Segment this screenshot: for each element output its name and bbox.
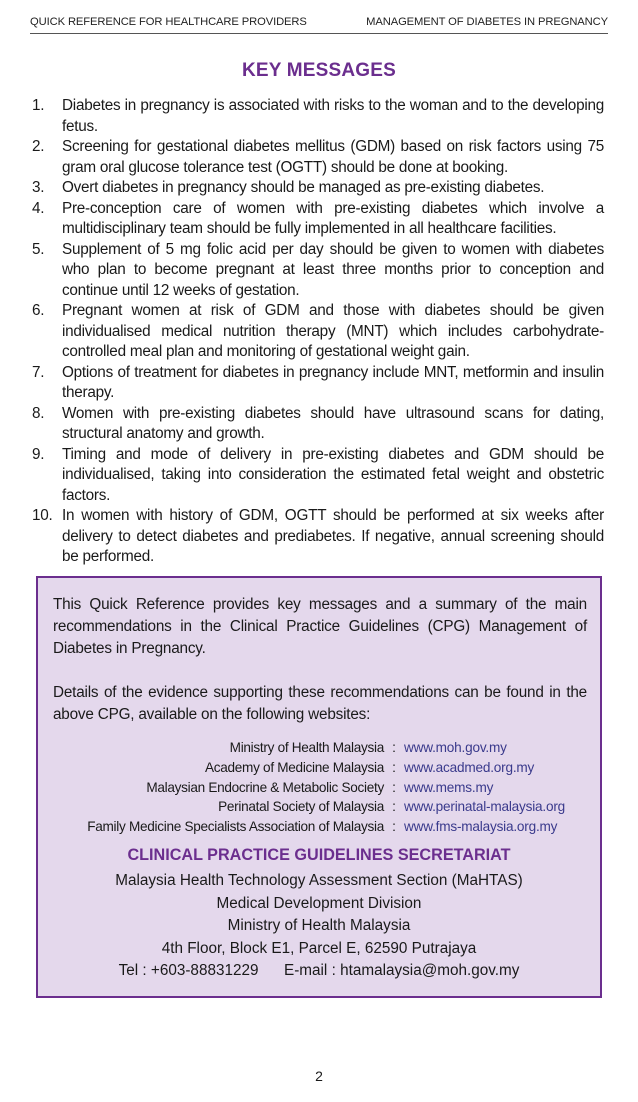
item-text: Pregnant women at risk of GDM and those with diabetes should be given individualised medical nutrition therapy (MNT) which includes carbohydrate-controlled meal plan and monitoring of gestational weight gain. [62, 302, 604, 360]
page-number: 2 [315, 1068, 323, 1084]
website-colon: : [392, 819, 396, 835]
item-text: Screening for gestational diabetes mellitus (GDM) based on risk factors using 75 gram oral glucose tolerance test (OGTT) should be done at booking. [62, 138, 604, 176]
list-item [32, 137, 604, 178]
website-link[interactable]: www.moh.gov.my [404, 740, 507, 755]
item-number: 2. [32, 138, 45, 155]
website-org: Family Medicine Specialists Association of Malaysia [87, 819, 384, 835]
list-item [32, 506, 604, 568]
header-right: MANAGEMENT OF DIABETES IN PREGNANCY [366, 16, 608, 28]
header-left: QUICK REFERENCE FOR HEALTHCARE PROVIDERS [30, 16, 307, 28]
address-line: Medical Development Division [216, 894, 422, 912]
item-text: Women with pre-existing diabetes should have ultrasound scans for dating, structural anatomy and growth. [62, 404, 604, 442]
secretariat-address [38, 870, 600, 983]
item-number: 1. [32, 97, 45, 114]
intro-text [53, 594, 587, 748]
item-number: 7. [32, 363, 45, 381]
intro-paragraph-1: This Quick Reference provides key messages and a summary of the main recommendations in the Clinical Practice Guidelines (CPG) Management of Diabetes in Pregnancy. [53, 596, 587, 657]
item-number: 9. [32, 445, 45, 463]
item-number: 8. [32, 404, 45, 422]
website-row [38, 758, 600, 778]
website-row [38, 817, 600, 837]
website-org: Malaysian Endocrine & Metabolic Society [146, 779, 384, 795]
address-line: Malaysia Health Technology Assessment Section (MaHTAS) [115, 872, 523, 889]
website-colon: : [392, 740, 396, 755]
item-number: 5. [32, 240, 45, 258]
website-colon: : [392, 779, 396, 795]
item-number: 4. [32, 199, 45, 217]
website-link[interactable]: www.mems.my [404, 779, 494, 795]
address-line: Ministry of Health Malaysia [227, 917, 411, 934]
list-item [32, 404, 604, 445]
item-text: Diabetes in pregnancy is associated with risks to the woman and to the developing fetus. [62, 97, 604, 135]
item-number: 6. [32, 302, 45, 319]
address-line: 4th Floor, Block E1, Parcel E, 62590 Putrajaya [161, 939, 477, 957]
intro-paragraph-2: Details of the evidence supporting these recommendations can be found in the above CPG, available on the following websites: [53, 684, 587, 723]
website-org: Perinatal Society of Malaysia [218, 799, 384, 815]
item-text: Supplement of 5 mg folic acid per day should be given to women with diabetes who plan to become pregnant at least three months prior to conception and continue until 12 weeks of gestation. [62, 240, 604, 299]
contact-line: Tel : +603-88831229 E-mail : htamalaysia@moh.gov.my [118, 962, 520, 979]
reference-info-box [36, 576, 602, 998]
list-item [32, 363, 604, 404]
website-link[interactable]: www.acadmed.org.my [404, 759, 535, 775]
item-text: Pre-conception care of women with pre-existing diabetes which involve a multidisciplinary team should be fully implemented in all healthcare facilities. [62, 199, 604, 237]
list-item [32, 301, 604, 363]
item-number: 3. [32, 179, 45, 196]
key-messages-list [32, 96, 604, 568]
website-link[interactable]: www.fms-malaysia.org.my [404, 819, 558, 835]
item-text: Timing and mode of delivery in pre-existing diabetes and GDM should be individualised, taking into consideration the estimated fetal weight and obstetric factors. [62, 445, 604, 504]
list-item [32, 445, 604, 507]
website-org: Academy of Medicine Malaysia [205, 759, 384, 775]
website-colon: : [392, 759, 396, 775]
item-text: In women with history of GDM, OGTT should be performed at six weeks after delivery to detect diabetes and prediabetes. If negative, annual screening should be performed. [62, 507, 604, 565]
list-item [32, 96, 604, 137]
websites-list [38, 738, 600, 837]
website-row [38, 738, 600, 758]
item-text: Options of treatment for diabetes in pregnancy include MNT, metformin and insulin therapy. [62, 363, 604, 401]
page-title: KEY MESSAGES [241, 60, 397, 81]
list-item [32, 178, 604, 199]
website-link[interactable]: www.perinatal-malaysia.org [404, 799, 566, 815]
website-org: Ministry of Health Malaysia [229, 740, 384, 755]
item-text: Overt diabetes in pregnancy should be managed as pre-existing diabetes. [62, 179, 545, 196]
list-item [32, 199, 604, 240]
page-header [30, 16, 608, 34]
website-row [38, 778, 600, 798]
item-number: 10. [32, 507, 53, 524]
secretariat-title: CLINICAL PRACTICE GUIDELINES SECRETARIAT [127, 846, 511, 864]
website-row [38, 797, 600, 817]
list-item [32, 240, 604, 302]
website-colon: : [392, 799, 396, 815]
